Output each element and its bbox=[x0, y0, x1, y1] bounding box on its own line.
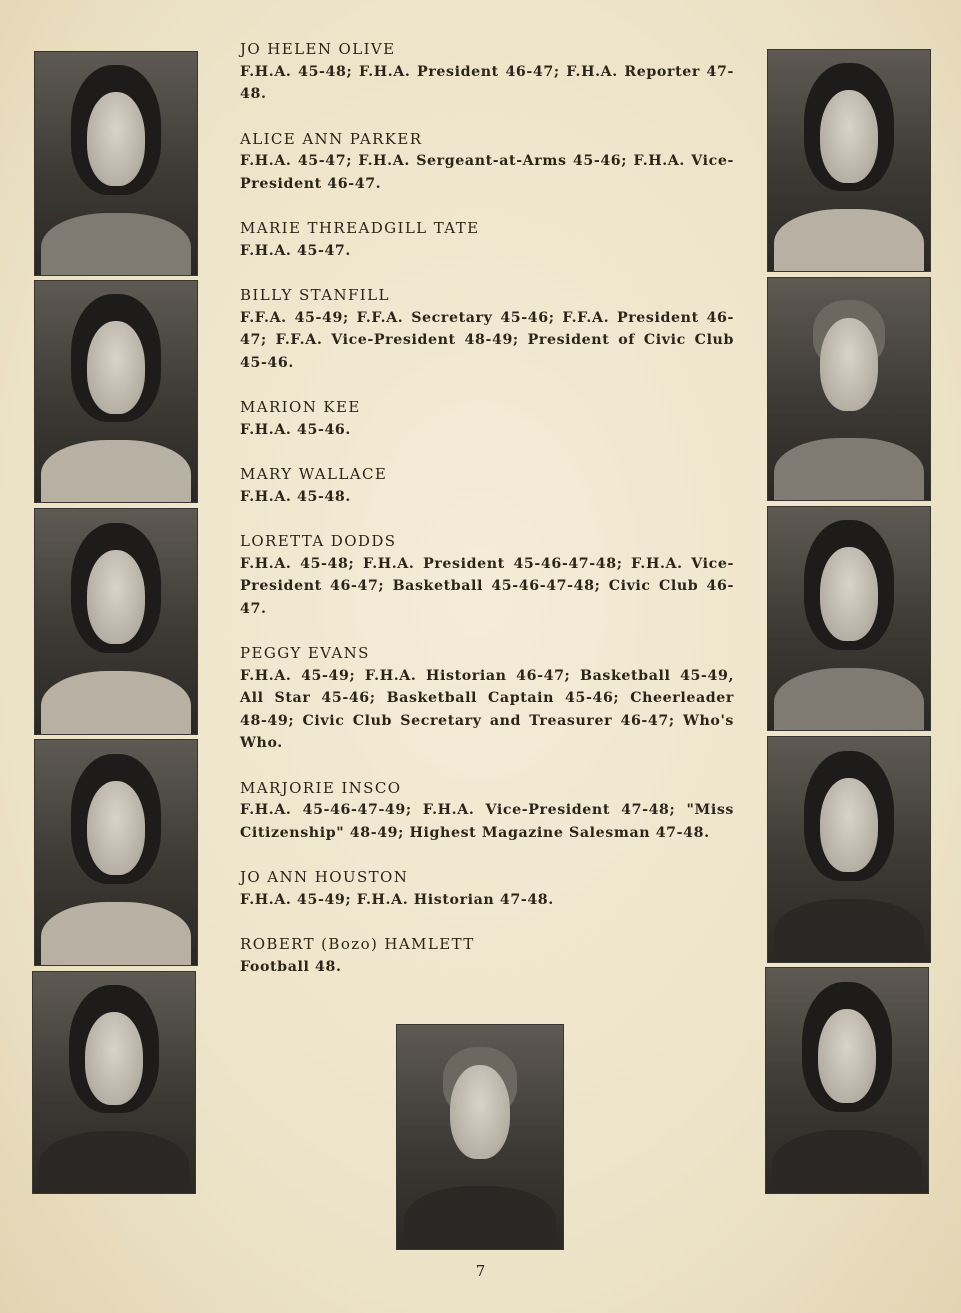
student-name: MARION KEE bbox=[240, 398, 361, 416]
student-activities: Football 48. bbox=[240, 958, 342, 975]
student-activities: F.F.A. 45-49; F.F.A. Secretary 45-46; F.F.A. President 46-47; F.F.A. Vice-President 48-49; President of Civic Club 45-46. bbox=[240, 309, 734, 371]
portrait-photo bbox=[768, 507, 930, 730]
portrait-photo bbox=[397, 1025, 563, 1249]
portrait-photo bbox=[768, 737, 930, 962]
student-name: MARIE THREADGILL TATE bbox=[240, 219, 480, 237]
portrait-photo bbox=[35, 52, 197, 275]
student-activities: F.H.A. 45-46-47-49; F.H.A. Vice-President 47-48; "Miss Citizenship" 48-49; Highest Magazine Salesman 47-48. bbox=[240, 802, 734, 841]
student-entry bbox=[240, 866, 734, 911]
student-name: ALICE ANN PARKER bbox=[240, 129, 423, 148]
student-name: MARY WALLACE bbox=[240, 465, 388, 483]
student-entry bbox=[240, 642, 734, 755]
student-entry bbox=[240, 463, 734, 508]
student-entry bbox=[240, 530, 734, 620]
page-number: 7 bbox=[475, 1262, 486, 1280]
student-activities: F.H.A. 45-49; F.H.A. Historian 46-47; Basketball 45-49, All Star 45-46; Basketball Captain 45-46; Cheerleader 48-49; Civic Club Secretary and Treasurer 46-47; Who's Who. bbox=[240, 667, 734, 751]
portrait-photo bbox=[35, 509, 197, 734]
student-name: LORETTA DODDS bbox=[240, 532, 397, 550]
student-name: JO HELEN OLIVE bbox=[240, 40, 396, 58]
portrait-photo bbox=[35, 740, 197, 965]
student-entry bbox=[240, 284, 734, 374]
senior-entries bbox=[240, 38, 734, 978]
student-entry bbox=[240, 128, 734, 196]
student-activities: F.H.A. 45-48; F.H.A. President 46-47; F.H.A. Reporter 47-48. bbox=[240, 63, 734, 102]
student-activities: F.H.A. 45-49; F.H.A. Historian 47-48. bbox=[240, 891, 554, 908]
student-entry bbox=[240, 217, 734, 262]
student-name: JO ANN HOUSTON bbox=[240, 868, 409, 886]
student-activities: F.H.A. 45-47. bbox=[240, 242, 351, 259]
student-entry bbox=[240, 396, 734, 441]
student-activities: F.H.A. 45-48. bbox=[240, 488, 351, 505]
student-activities: F.H.A. 45-47; F.H.A. Sergeant-at-Arms 45-46; F.H.A. Vice-President 46-47. bbox=[240, 153, 734, 192]
portrait-photo bbox=[768, 50, 930, 271]
student-name: PEGGY EVANS bbox=[240, 644, 370, 662]
student-entry bbox=[240, 38, 734, 106]
portrait-photo bbox=[768, 278, 930, 500]
portrait-photo bbox=[766, 968, 928, 1193]
student-name: ROBERT (Bozo) HAMLETT bbox=[240, 935, 475, 953]
student-name: BILLY STANFILL bbox=[240, 286, 390, 304]
student-entry bbox=[240, 933, 734, 978]
student-activities: F.H.A. 45-48; F.H.A. President 45-46-47-48; F.H.A. Vice-President 46-47; Basketball 45-46-47-48; Civic Club 46-47. bbox=[240, 555, 734, 617]
portrait-photo bbox=[35, 281, 197, 502]
portrait-photo bbox=[33, 972, 195, 1193]
student-activities: F.H.A. 45-46. bbox=[240, 421, 351, 438]
student-entry bbox=[240, 777, 734, 845]
student-name: MARJORIE INSCO bbox=[240, 778, 402, 797]
